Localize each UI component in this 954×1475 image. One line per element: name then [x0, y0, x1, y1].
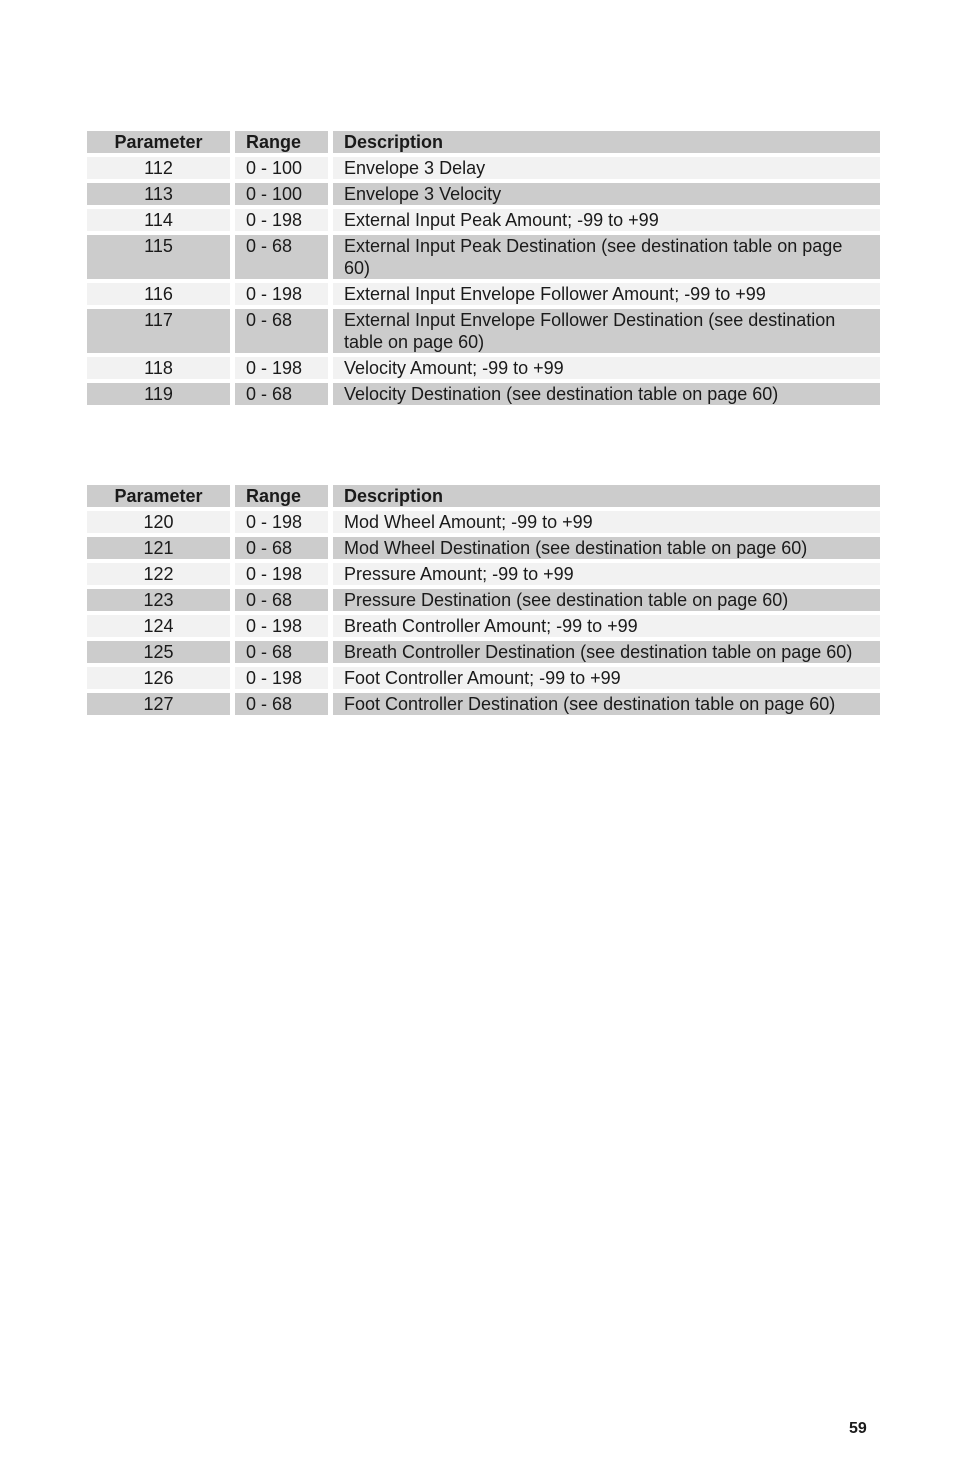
page-number: 59	[849, 1420, 867, 1437]
range-cell: 0 - 198	[230, 615, 328, 637]
table-row	[87, 183, 880, 205]
table-row	[87, 693, 880, 715]
description-cell: Foot Controller Amount; -99 to +99	[328, 667, 880, 689]
description-cell: Breath Controller Amount; -99 to +99	[328, 615, 880, 637]
table-row	[87, 615, 880, 637]
range-cell: 0 - 198	[230, 209, 328, 231]
range-cell: 0 - 68	[230, 641, 328, 663]
table-header-row	[87, 485, 880, 507]
range-cell: 0 - 68	[230, 309, 328, 353]
parameter-cell: 116	[87, 283, 230, 305]
description-cell: Pressure Destination (see destination table on page 60)	[328, 589, 880, 611]
description-cell: Pressure Amount; -99 to +99	[328, 563, 880, 585]
table-row	[87, 511, 880, 533]
description-cell: External Input Envelope Follower Destination (see destination table on page 60)	[328, 309, 880, 353]
range-cell: 0 - 100	[230, 183, 328, 205]
parameter-cell: 118	[87, 357, 230, 379]
table-row	[87, 537, 880, 559]
range-cell: 0 - 198	[230, 563, 328, 585]
parameter-cell: 127	[87, 693, 230, 715]
column-header-description: Description	[328, 485, 880, 507]
range-cell: 0 - 68	[230, 589, 328, 611]
description-cell: Velocity Destination (see destination table on page 60)	[328, 383, 880, 405]
table-row	[87, 235, 880, 279]
parameter-cell: 126	[87, 667, 230, 689]
range-cell: 0 - 68	[230, 693, 328, 715]
column-header-range: Range	[230, 131, 328, 153]
range-cell: 0 - 100	[230, 157, 328, 179]
table-row	[87, 667, 880, 689]
description-cell: Foot Controller Destination (see destination table on page 60)	[328, 693, 880, 715]
parameter-cell: 125	[87, 641, 230, 663]
range-cell: 0 - 68	[230, 235, 328, 279]
parameter-cell: 121	[87, 537, 230, 559]
table-row	[87, 283, 880, 305]
table-header-row	[87, 131, 880, 153]
table-row	[87, 157, 880, 179]
range-cell: 0 - 68	[230, 537, 328, 559]
parameter-cell: 124	[87, 615, 230, 637]
table-row	[87, 641, 880, 663]
description-cell: External Input Peak Amount; -99 to +99	[328, 209, 880, 231]
parameter-cell: 115	[87, 235, 230, 279]
parameter-table-112-119	[87, 127, 880, 409]
column-header-parameter: Parameter	[87, 485, 230, 507]
description-cell: Envelope 3 Velocity	[328, 183, 880, 205]
table-row	[87, 209, 880, 231]
parameter-cell: 112	[87, 157, 230, 179]
description-cell: Mod Wheel Destination (see destination table on page 60)	[328, 537, 880, 559]
table-row	[87, 309, 880, 353]
column-header-description: Description	[328, 131, 880, 153]
table-row	[87, 563, 880, 585]
description-cell: External Input Peak Destination (see destination table on page 60)	[328, 235, 880, 279]
table-row	[87, 383, 880, 405]
range-cell: 0 - 198	[230, 667, 328, 689]
parameter-cell: 123	[87, 589, 230, 611]
range-cell: 0 - 198	[230, 283, 328, 305]
description-cell: Velocity Amount; -99 to +99	[328, 357, 880, 379]
parameter-cell: 122	[87, 563, 230, 585]
parameter-cell: 120	[87, 511, 230, 533]
description-cell: Mod Wheel Amount; -99 to +99	[328, 511, 880, 533]
description-cell: Breath Controller Destination (see destination table on page 60)	[328, 641, 880, 663]
parameter-cell: 119	[87, 383, 230, 405]
description-cell: Envelope 3 Delay	[328, 157, 880, 179]
parameter-table-120-127	[87, 481, 880, 719]
parameter-cell: 114	[87, 209, 230, 231]
table-row	[87, 357, 880, 379]
column-header-range: Range	[230, 485, 328, 507]
range-cell: 0 - 198	[230, 511, 328, 533]
table-row	[87, 589, 880, 611]
description-cell: External Input Envelope Follower Amount; -99 to +99	[328, 283, 880, 305]
range-cell: 0 - 198	[230, 357, 328, 379]
parameter-cell: 117	[87, 309, 230, 353]
parameter-cell: 113	[87, 183, 230, 205]
column-header-parameter: Parameter	[87, 131, 230, 153]
range-cell: 0 - 68	[230, 383, 328, 405]
